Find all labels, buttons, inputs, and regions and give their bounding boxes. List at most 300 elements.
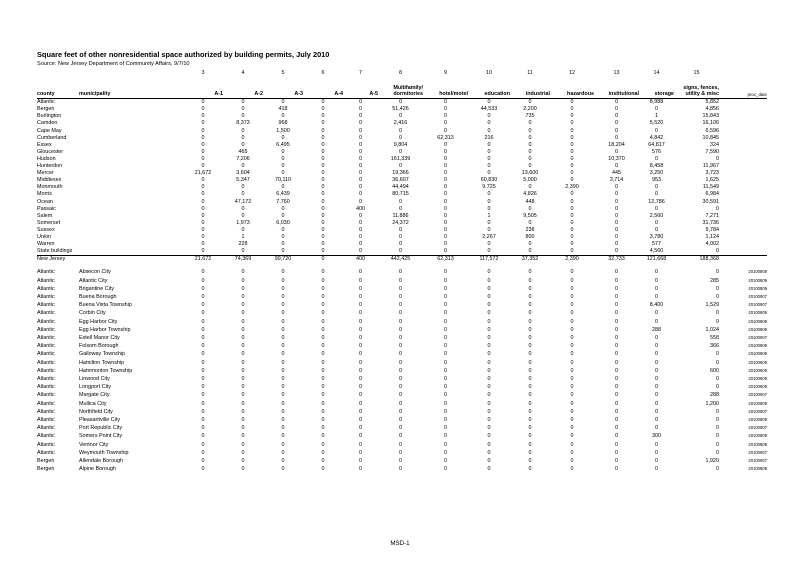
proc-date: 20100907 (748, 425, 767, 431)
value-cell: 0 (399, 367, 402, 374)
municipality-row (37, 334, 767, 342)
value-cell: 0 (487, 359, 491, 366)
signs-header-top: signs, fences, (683, 84, 719, 91)
empty-cell (719, 206, 767, 213)
value-cell: 0 (399, 248, 402, 255)
column-number-row (37, 70, 767, 77)
value-cell: 0 (570, 302, 574, 309)
value-cell: 0 (321, 441, 325, 448)
value-cell: 2,390 (565, 184, 579, 191)
value-cell: 0 (528, 417, 532, 423)
value-cell: 0 (399, 417, 402, 423)
value-cell: 0 (570, 212, 574, 219)
value-cell: 0 (487, 326, 491, 333)
value-cell: 0 (615, 293, 618, 300)
value-cell: 0 (716, 351, 719, 358)
municipality-name: Ventnor City (79, 441, 109, 448)
value-cell: 0 (487, 120, 491, 127)
value-cell: 0 (201, 134, 205, 141)
value-cell: 0 (321, 408, 325, 415)
value-cell: 0 (528, 241, 532, 248)
municipality-name: Somers Point City (79, 433, 123, 440)
proc-date: 20100907 (748, 293, 767, 299)
value-cell: 0 (444, 170, 447, 177)
empty-cell (719, 241, 767, 248)
value-cell: 0 (487, 170, 491, 177)
value-cell: 0 (359, 449, 362, 456)
value-cell: 0 (359, 141, 362, 148)
col-number: 11 (527, 70, 533, 76)
value-cell: 0 (321, 212, 325, 219)
value-cell: 0 (281, 277, 285, 284)
value-cell: 0 (570, 441, 574, 448)
value-cell: 0 (528, 277, 532, 284)
value-cell: 0 (399, 408, 402, 415)
value-cell: 0 (359, 326, 362, 333)
value-cell: 0 (655, 155, 658, 162)
value-cell: 366 (710, 343, 719, 350)
value-cell: 0 (615, 198, 618, 205)
value-cell: 0 (655, 334, 658, 341)
value-cell: 3,604 (236, 170, 250, 177)
value-cell: 0 (615, 226, 618, 233)
value-cell: 0 (444, 466, 447, 473)
value-cell: 0 (281, 449, 285, 456)
value-cell: 0 (241, 334, 245, 341)
county-row (37, 170, 767, 177)
empty-cell (79, 149, 183, 156)
value-cell: 0 (281, 241, 285, 248)
value-cell: 0 (201, 359, 205, 366)
municipality-row (37, 449, 767, 457)
value-cell: 0 (528, 310, 532, 317)
empty-cell (79, 184, 183, 191)
value-cell: 0 (201, 466, 205, 473)
empty-cell (79, 177, 183, 184)
value-cell: 0 (444, 302, 447, 309)
empty-cell (79, 142, 183, 149)
municipality-name: Mullica City (79, 400, 107, 407)
value-cell: 0 (321, 241, 325, 248)
empty-cell (719, 113, 767, 120)
proc-date: 20100809 (748, 367, 767, 373)
value-cell: 31,736 (702, 219, 719, 226)
value-cell: 0 (201, 417, 205, 423)
value-cell: 0 (359, 384, 362, 391)
value-cell: 70,110 (274, 177, 292, 184)
municipality-row (37, 457, 767, 465)
value-cell: 0 (399, 127, 402, 134)
value-cell: 0 (487, 351, 491, 358)
value-cell: 0 (241, 359, 245, 366)
value-cell: 7,760 (276, 198, 290, 205)
value-cell: 0 (201, 433, 205, 440)
hazardous-header: hazardous (550, 91, 594, 99)
value-cell: 0 (281, 367, 285, 374)
value-cell: 0 (487, 226, 491, 233)
value-cell: 0 (281, 134, 285, 141)
value-cell: 0 (201, 141, 205, 148)
value-cell: 0 (201, 375, 205, 382)
value-cell: 0 (201, 219, 205, 226)
value-cell: 8,458 (649, 163, 664, 170)
value-cell: 0 (359, 155, 362, 162)
value-cell: 0 (615, 425, 618, 432)
county-name: Atlantic (37, 367, 55, 374)
county-name: Cape May (37, 127, 62, 134)
value-cell: 9,804 (393, 141, 408, 148)
value-cell: 0 (201, 408, 205, 415)
value-cell: 0 (281, 433, 285, 440)
value-cell: 0 (716, 293, 719, 300)
proc-date: 20100907 (748, 408, 767, 414)
municipality-row (37, 350, 767, 358)
value-cell: 0 (570, 458, 574, 465)
county-row (37, 241, 767, 248)
value-cell: 0 (655, 106, 658, 113)
value-cell: 0 (570, 155, 574, 162)
value-cell: 0 (359, 285, 362, 292)
empty-cell (719, 213, 767, 220)
value-cell: 0 (615, 408, 618, 415)
municipality-name: Hamilton Township (79, 359, 125, 366)
value-cell: 0 (241, 184, 245, 191)
value-cell: 0 (321, 384, 325, 391)
county-name: Atlantic (37, 433, 55, 440)
municipality-name: Corbin City (79, 310, 106, 317)
value-cell: 324 (710, 141, 719, 148)
value-cell: 0 (615, 113, 618, 120)
empty-cell (79, 234, 183, 241)
value-cell: 2,200 (523, 106, 537, 113)
value-cell: 1 (241, 233, 245, 240)
municipality-name: Egg Harbor City (79, 318, 118, 325)
value-cell: 0 (655, 458, 658, 465)
value-cell: 0 (444, 417, 447, 423)
empty-cell (719, 256, 767, 264)
proc-date-header: proc_date (719, 91, 767, 99)
page-footer: MSD-1 (390, 540, 410, 547)
value-cell: 0 (570, 310, 574, 317)
municipality-name: Margate City (79, 392, 110, 399)
value-cell: 0 (615, 326, 618, 333)
proc-date: 20100809 (748, 277, 767, 283)
value-cell: 0 (444, 127, 447, 134)
value-cell: 0 (615, 334, 618, 341)
proc-date: 20100809 (748, 285, 767, 291)
proc-date: 20100809 (748, 310, 767, 316)
value-cell: 238 (525, 226, 535, 233)
value-cell: 0 (570, 384, 574, 391)
col-number: 5 (281, 70, 285, 76)
proc-date: 20100809 (748, 359, 767, 365)
value-cell: 0 (487, 343, 491, 350)
empty-cell (79, 220, 183, 227)
value-cell: 0 (615, 441, 618, 448)
value-cell: 0 (399, 384, 402, 391)
value-cell: 0 (487, 400, 491, 407)
value-cell: 0 (615, 466, 618, 473)
value-cell: 0 (716, 384, 719, 391)
value-cell: 0 (528, 326, 532, 333)
value-cell: 0 (241, 127, 245, 134)
value-cell: 0 (399, 351, 402, 358)
value-cell: 11,967 (702, 163, 719, 170)
value-cell: 0 (201, 334, 205, 341)
value-cell: 0 (615, 269, 618, 276)
value-cell: 0 (281, 163, 285, 170)
value-cell: 12,786 (648, 198, 665, 205)
county-name: Atlantic (37, 285, 55, 292)
value-cell: 11,886 (392, 212, 409, 219)
value-cell: 0 (241, 343, 245, 350)
value-cell: 0 (528, 293, 532, 300)
a3-header: A-3 (263, 91, 303, 99)
county-name: Mercer (37, 170, 54, 177)
municipality-row (37, 424, 767, 432)
value-cell: 0 (570, 163, 574, 170)
multifamily-header: dormitories (378, 91, 423, 99)
state-total-row (37, 256, 767, 264)
proc-date: 20100809 (748, 433, 767, 439)
value-cell: 0 (615, 392, 618, 399)
value-cell: 0 (528, 127, 532, 134)
value-cell: 0 (655, 285, 658, 292)
county-name: Camden (37, 120, 58, 127)
value-cell: 600 (710, 367, 719, 374)
value-cell: 0 (321, 277, 325, 284)
county-row (37, 220, 767, 227)
value-cell: 7,590 (705, 148, 719, 155)
value-cell: 0 (615, 302, 618, 309)
value-cell: 0 (201, 425, 205, 432)
value-cell: 0 (359, 441, 362, 448)
value-cell: 60,830 (480, 177, 498, 184)
value-cell: 0 (281, 466, 285, 473)
value-cell: 0 (444, 226, 447, 233)
value-cell: 0 (359, 113, 362, 120)
value-cell: 0 (655, 449, 658, 456)
value-cell: 0 (399, 293, 402, 300)
value-cell: 1,024 (705, 326, 719, 333)
value-cell: 0 (359, 425, 362, 432)
value-cell: 0 (201, 458, 205, 465)
value-cell: 0 (487, 392, 491, 399)
county-name: Monmouth (37, 184, 63, 191)
value-cell: 968 (278, 120, 288, 127)
municipality-name: Northfield City (79, 408, 113, 415)
col-number: 12 (569, 70, 575, 76)
value-cell: 0 (615, 458, 618, 465)
empty-cell (79, 156, 183, 163)
value-cell: 0 (359, 198, 362, 205)
empty-cell (79, 248, 183, 256)
county-name: Sussex (37, 226, 55, 233)
value-cell: 9,784 (705, 226, 719, 233)
county-name: Atlantic (37, 334, 55, 341)
value-cell: 0 (241, 226, 245, 233)
value-cell: 0 (201, 326, 205, 333)
value-cell: 0 (281, 302, 285, 309)
value-cell: 0 (570, 351, 574, 358)
value-cell: 0 (241, 163, 245, 170)
total-value: 37,352 (510, 256, 550, 264)
value-cell: 0 (570, 392, 574, 399)
value-cell: 0 (716, 425, 719, 432)
empty-cell (719, 163, 767, 170)
county-name: Atlantic (37, 417, 55, 423)
value-cell: 0 (241, 326, 245, 333)
value-cell: 0 (241, 466, 245, 473)
empty-cell (719, 220, 767, 227)
value-cell: 0 (359, 241, 362, 248)
value-cell: 0 (444, 241, 447, 248)
value-cell: 24,372 (392, 219, 409, 226)
value-cell: 288 (652, 326, 661, 333)
value-cell: 0 (359, 417, 362, 423)
value-cell: 0 (615, 449, 618, 456)
value-cell: 0 (321, 318, 325, 325)
value-cell: 0 (528, 408, 532, 415)
value-cell: 0 (655, 367, 658, 374)
county-name: Ocean (37, 198, 53, 205)
total-value: 32,733 (594, 256, 639, 264)
value-cell: 0 (444, 449, 447, 456)
value-cell: 0 (201, 351, 205, 358)
value-cell: 418 (278, 106, 288, 113)
value-cell: 400 (356, 205, 365, 212)
county-name: Burlington (37, 113, 62, 120)
value-cell: 1,920 (705, 458, 719, 465)
value-cell: 0 (201, 191, 205, 198)
municipality-name: Longport City (79, 384, 112, 391)
value-cell: 0 (241, 302, 245, 309)
value-cell: 0 (321, 226, 325, 233)
value-cell: 0 (655, 127, 658, 134)
value-cell: 0 (241, 248, 245, 255)
value-cell: 0 (444, 113, 447, 120)
value-cell: 0 (487, 417, 491, 423)
value-cell: 0 (570, 449, 574, 456)
value-cell: 0 (528, 441, 532, 448)
value-cell: 0 (444, 248, 447, 255)
value-cell: 9,725 (482, 184, 496, 191)
value-cell: 0 (359, 408, 362, 415)
value-cell: 0 (444, 99, 447, 106)
value-cell: 6,495 (276, 141, 290, 148)
total-value: 442,425 (378, 256, 423, 264)
value-cell: 0 (241, 408, 245, 415)
value-cell: 577 (652, 241, 661, 248)
municipality-name: Folsom Borough (79, 343, 119, 350)
value-cell: 10,370 (608, 155, 625, 162)
county-name: Atlantic (37, 343, 55, 350)
value-cell: 448 (525, 198, 535, 205)
value-cell: 216 (484, 134, 494, 141)
municipality-row (37, 285, 767, 293)
value-cell: 0 (321, 198, 325, 205)
value-cell: 0 (615, 400, 618, 407)
value-cell: 0 (321, 113, 325, 120)
value-cell: 0 (399, 359, 402, 366)
value-cell: 445 (612, 170, 621, 177)
municipality-name: Alpine Borough (79, 466, 116, 473)
value-cell: 0 (487, 384, 491, 391)
empty-cell (719, 191, 767, 198)
county-name: Warren (37, 241, 55, 248)
empty-cell (719, 106, 767, 113)
municipality-row (37, 359, 767, 367)
county-row (37, 142, 767, 149)
value-cell: 0 (359, 134, 362, 141)
empty-cell (79, 199, 183, 206)
value-cell: 0 (615, 148, 618, 155)
value-cell: 0 (716, 359, 719, 366)
value-cell: 0 (399, 285, 402, 292)
value-cell: 0 (399, 441, 402, 448)
value-cell: 0 (321, 191, 325, 198)
value-cell: 51,426 (392, 106, 409, 113)
value-cell: 0 (444, 293, 447, 300)
value-cell: 1 (655, 113, 658, 120)
value-cell: 4,002 (705, 241, 719, 248)
county-name: Atlantic (37, 277, 55, 284)
value-cell: 0 (321, 248, 325, 255)
value-cell: 0 (615, 191, 618, 198)
proc-date: 20100907 (748, 392, 767, 398)
value-cell: 0 (487, 449, 491, 456)
value-cell: 0 (399, 343, 402, 350)
county-row (37, 128, 767, 135)
value-cell: 0 (359, 120, 362, 127)
a1-header: A-1 (183, 91, 223, 99)
value-cell: 0 (570, 198, 574, 205)
proc-date: 20100809 (748, 343, 767, 349)
value-cell: 0 (655, 184, 658, 191)
value-cell: 0 (321, 120, 325, 127)
value-cell: 0 (359, 433, 362, 440)
empty-cell (719, 199, 767, 206)
value-cell: 0 (528, 458, 532, 465)
value-cell: 0 (321, 293, 325, 300)
value-cell: 0 (201, 205, 205, 212)
county-row (37, 227, 767, 234)
county-name: Atlantic (37, 359, 55, 366)
value-cell: 0 (281, 359, 285, 366)
value-cell: 0 (570, 170, 574, 177)
value-cell: 0 (528, 466, 532, 473)
value-cell: 0 (655, 359, 658, 366)
county-row (37, 149, 767, 156)
value-cell: 0 (321, 170, 325, 177)
value-cell: 0 (241, 106, 245, 113)
county-header: county (37, 91, 79, 99)
value-cell: 0 (359, 318, 362, 325)
value-cell: 0 (487, 198, 491, 205)
municipality-name: Buena Borough (79, 293, 117, 300)
county-name: Atlantic (37, 310, 55, 317)
county-name: State buildings (37, 248, 73, 255)
value-cell: 0 (716, 310, 719, 317)
municipality-name: Allendale Borough (79, 458, 124, 465)
value-cell: 0 (321, 458, 325, 465)
value-cell: 0 (444, 318, 447, 325)
total-value: 2,390 (550, 256, 594, 264)
value-cell: 0 (655, 425, 658, 432)
value-cell: 0 (201, 277, 205, 284)
value-cell: 0 (359, 359, 362, 366)
value-cell: 0 (716, 205, 719, 212)
